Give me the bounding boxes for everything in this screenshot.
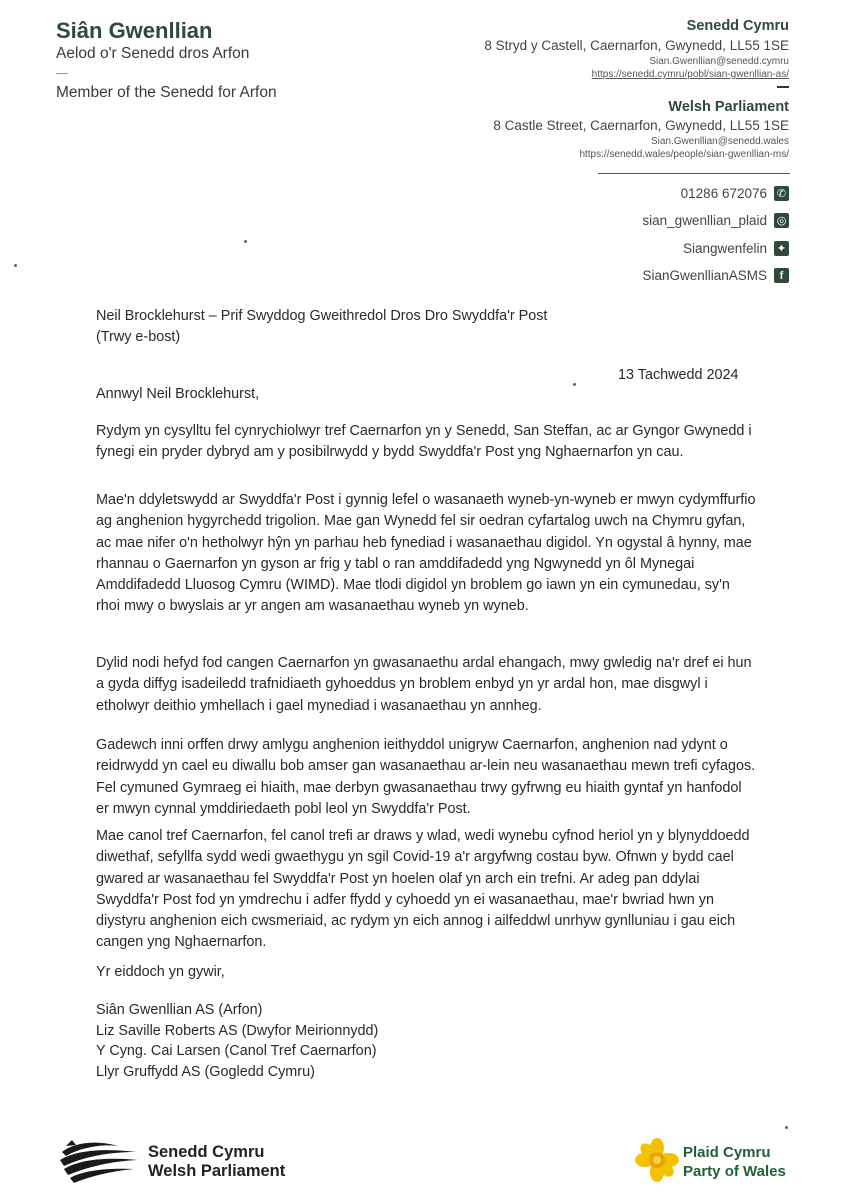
- plaid-name-welsh: Plaid Cymru: [683, 1144, 771, 1161]
- paragraph-text: Gadewch inni orffen drwy amlygu anghenion ieithyddol unigryw Caernarfon, anghenion nad ydynt o reidrwydd yn cael eu diwallu bob amser gan wasanaethau ar-lein neu wasanaethau mewn trefi cyfagos. Fel cymuned Gymraeg ei hiaith, mae derbyn gwasanaethau trwy gyfrwng eu hiaith gyntaf yn hanfodol er mwyn cynnal ymddiriedaeth pobl leol yn Swyddfa'r Post.: [96, 737, 756, 817]
- office-url-welsh[interactable]: https://senedd.cymru/pobl/sian-gwenllian-as/: [591, 69, 789, 80]
- facebook-icon: f: [774, 268, 789, 283]
- paragraph-1: [96, 421, 756, 464]
- office-address-english: 8 Castle Street, Caernarfon, Gwynedd, LL55 1SE: [493, 118, 789, 133]
- office-email-english[interactable]: Sian.Gwenllian@senedd.wales: [650, 136, 789, 147]
- office-email-welsh[interactable]: Sian.Gwenllian@senedd.cymru: [649, 56, 789, 67]
- instagram-icon: ◎: [774, 213, 789, 228]
- contact-divider: [598, 173, 790, 174]
- paragraph-text: Mae'n ddyletswydd ar Swyddfa'r Post i gynnig lefel o wasanaeth wyneb-yn-wyneb er mwyn cydymffurfio ag anghenion hygyrchedd trigolion. Mae gan Wynedd fel sir oedran cyfartalog uwch na Chymru gyfan, ac mae nifer o'n hetholwyr hŷn yn parhau heb fynediad i wasanaethau digidol. Yn ogystal â hynny, mae rhannau o Gaernarfon yn gyson ar frig y tabl o ran amddifadedd yng Ngwynedd yn ôl Mynegai Amddifadedd Lluosog Cymru (WIMD). Mae tlodi digidol yn broblem go iawn yn ein cymunedau, sy'n rhoi mwy o bwyslais ar yr angen am wasanaethau wyneb yn wyneb.: [96, 492, 756, 615]
- contact-twitter[interactable]: [683, 241, 789, 256]
- signatory: Llyr Gruffydd AS (Gogledd Cymru): [96, 1063, 315, 1080]
- paragraph-2: [96, 490, 756, 618]
- recipient-line: Neil Brocklehurst – Prif Swyddog Gweithredol Dros Dro Swyddfa'r Post: [96, 308, 548, 324]
- paragraph-3: [96, 653, 756, 717]
- closing: Yr eiddoch yn gywir,: [96, 964, 225, 980]
- paragraph-text: Mae canol tref Caernarfon, fel canol trefi ar draws y wlad, wedi wynebu cyfnod heriol yn y blynyddoedd diwethaf, sefyllfa sydd wedi gwaethygu yn sgil Covid-19 a'r argyfwng costau byw. Ofnwn y bydd cael gwared ar wasanaethau fel Swyddfa'r Post yn hoelen olaf yn arch ein trefni. Ar adeg pan ddylai Swyddfa'r Post fod yn ymdrechu i adfer ffydd y cyhoedd yn ei wasanaethau, mae'r bwriad hwn yn diystyru anghenion eich cwsmeriaid, ac rydym yn eich annog i ailfeddwl unrhyw gynlluniau i gau eich cangen yng Nghaernarfon.: [96, 828, 750, 951]
- signatory: Y Cyng. Cai Larsen (Canol Tref Caernarfon): [96, 1043, 377, 1059]
- contact-twitter-text: Siangwenfelin: [682, 241, 767, 256]
- salutation: Annwyl Neil Brocklehurst,: [96, 386, 260, 402]
- office-heading-welsh: Senedd Cymru: [686, 18, 789, 34]
- scan-speck: [14, 264, 17, 267]
- senedd-logo-text: [148, 1143, 285, 1181]
- contact-instagram[interactable]: [642, 213, 789, 228]
- member-title-welsh: Aelod o'r Senedd dros Arfon: [56, 45, 250, 62]
- paragraph-text: Dylid nodi hefyd fod cangen Caernarfon yn gwasanaethu ardal ehangach, mwy gwledig na'r dref ei hun a gyda diffyg isadeiledd trafnidiaeth gyhoeddus yn broblem enbyd yn yr ardal hon, mae disgwyl i etholwyr deithio ymhellach i gael mynediad i wasanaethau yn annheg.: [96, 655, 752, 714]
- member-title-english: Member of the Senedd for Arfon: [56, 84, 277, 101]
- office-address-welsh: 8 Stryd y Castell, Caernarfon, Gwynedd, LL55 1SE: [484, 38, 789, 53]
- divider: [56, 73, 68, 74]
- letter-date: 13 Tachwedd 2024: [618, 367, 739, 383]
- paragraph-text: Rydym yn cysylltu fel cynrychiolwyr tref Caernarfon yn y Senedd, San Steffan, ac ar Gyngor Gwynedd i fynegi ein pryder dybryd am y posibilrwydd y bydd Swyddfa'r Post yng Nghaernarfon yn cau.: [96, 423, 752, 461]
- plaid-name-english: Party of Wales: [683, 1163, 786, 1180]
- paragraph-5: [96, 826, 756, 954]
- contact-facebook-text: SianGwenllianASMS: [642, 268, 767, 283]
- plaid-logo-text: [683, 1143, 786, 1181]
- senedd-name-english: Welsh Parliament: [148, 1162, 286, 1180]
- twitter-icon: ✦: [774, 241, 789, 256]
- contact-instagram-text: sian_gwenllian_plaid: [642, 213, 767, 228]
- contact-facebook[interactable]: [642, 268, 789, 283]
- delivery-method: (Trwy e-bost): [96, 329, 181, 345]
- signatories: [96, 1000, 756, 1082]
- senedd-logo-icon: [58, 1138, 140, 1184]
- signatory: Liz Saville Roberts AS (Dwyfor Meirionnydd): [96, 1022, 379, 1039]
- office-url-english[interactable]: https://senedd.wales/people/sian-gwenllian-ms/: [579, 149, 789, 160]
- scan-speck: [785, 1126, 788, 1129]
- signatory: Siân Gwenllian AS (Arfon): [96, 1002, 263, 1018]
- contact-phone[interactable]: [681, 186, 789, 201]
- divider: [777, 86, 789, 88]
- member-name: Siân Gwenllian: [56, 18, 213, 43]
- office-heading-english: Welsh Parliament: [668, 99, 789, 115]
- scan-speck: [573, 383, 576, 386]
- phone-icon: ✆: [774, 186, 789, 201]
- senedd-name-welsh: Senedd Cymru: [148, 1143, 265, 1161]
- daffodil-icon: [635, 1138, 679, 1182]
- scan-speck: [244, 240, 247, 243]
- contact-phone-text: 01286 672076: [680, 186, 767, 201]
- paragraph-4: [96, 735, 756, 820]
